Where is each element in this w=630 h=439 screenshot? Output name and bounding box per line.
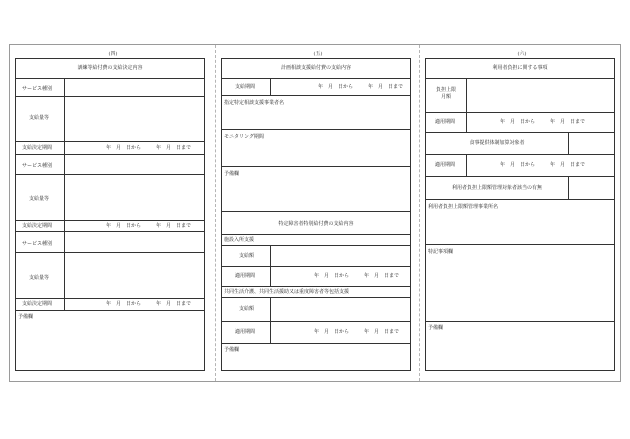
special-benefit-title: 特定障害者特別給付費の支給内容 [278,221,354,227]
panel-four-notes-label: 予備欄 [18,314,34,320]
amount-label-2: 支給量等 [29,196,50,202]
certificate-sheet [9,44,621,382]
meal-applied-label: 適用期間 [435,162,456,168]
facility-applied-value: 年 月 日から 年 月 日まで [314,273,400,279]
panel-number-four: (四) [108,51,118,57]
consultation-office-label: 指定特定相談支援事業者名 [224,100,285,106]
fold-line-right [419,45,420,381]
amount-label-1: 支給量等 [29,115,50,121]
panel-five-notes-label: 予備欄 [224,171,240,177]
panel-five-frame [221,58,411,371]
service-type-label-1: サービス種別 [22,86,53,92]
panel-six-title: 利用者負担に関する事項 [492,65,548,71]
panel-five-title: 計画相談支援給付費の支給内容 [280,65,351,71]
period-value-1: 年 月 日から 年 月 日まで [106,145,192,151]
period-label-2: 支給決定期間 [22,223,53,229]
service-type-label-2: サービス種別 [22,163,53,169]
panel-four-title: 訓練等給付費の支給決定内容 [77,65,143,71]
facility-applied-label: 適用期間 [235,273,256,279]
group-home-applied-label: 適用期間 [235,329,256,335]
cap-management-office-label: 利用者負担上限額管理事業所名 [428,204,499,210]
monthly-cap-label-line2: 月額 [440,94,451,100]
period-label-1: 支給決定期間 [22,145,53,151]
service-type-label-3: サービス種別 [22,241,53,247]
cap-applied-value: 年 月 日から 年 月 日まで [500,119,586,125]
support-period-label: 支給期間 [235,84,256,90]
support-period-value: 年 月 日から 年 月 日まで [318,84,404,90]
panel-four-frame [15,58,205,371]
panel-six-frame [425,58,615,371]
panel-number-five: (五) [313,51,323,57]
panel-six-notes-label: 予備欄 [428,325,444,331]
group-home-applied-value: 年 月 日から 年 月 日まで [314,329,400,335]
meal-provision-label: 食事提供体制加算対象者 [469,140,525,146]
special-notes-label: 特記事項欄 [428,249,454,255]
facility-support-label: 施設入所支援 [224,237,255,243]
panel-five-notes-label-2: 予備欄 [224,347,240,353]
period-label-3: 支給決定期間 [22,301,53,307]
cap-management-target-label: 利用者負担上限額管理対象者該当の有無 [451,185,542,191]
monthly-cap-label-line1: 負担上限 [435,87,456,93]
facility-amount-label: 支給額 [239,253,255,259]
group-home-label: 共同生活介護、共同生活援助又は重度障害者等包括支援 [224,289,350,295]
cap-applied-label: 適用期間 [435,119,456,125]
meal-applied-value: 年 月 日から 年 月 日まで [500,162,586,168]
panel-number-six: (六) [517,51,527,57]
period-value-3: 年 月 日から 年 月 日まで [106,301,192,307]
group-home-amount-label: 支給額 [239,306,255,312]
period-value-2: 年 月 日から 年 月 日まで [106,223,192,229]
fold-line-left [215,45,216,381]
amount-label-3: 支給量等 [29,275,50,281]
monitoring-period-label: モニタリング期間 [224,134,264,140]
